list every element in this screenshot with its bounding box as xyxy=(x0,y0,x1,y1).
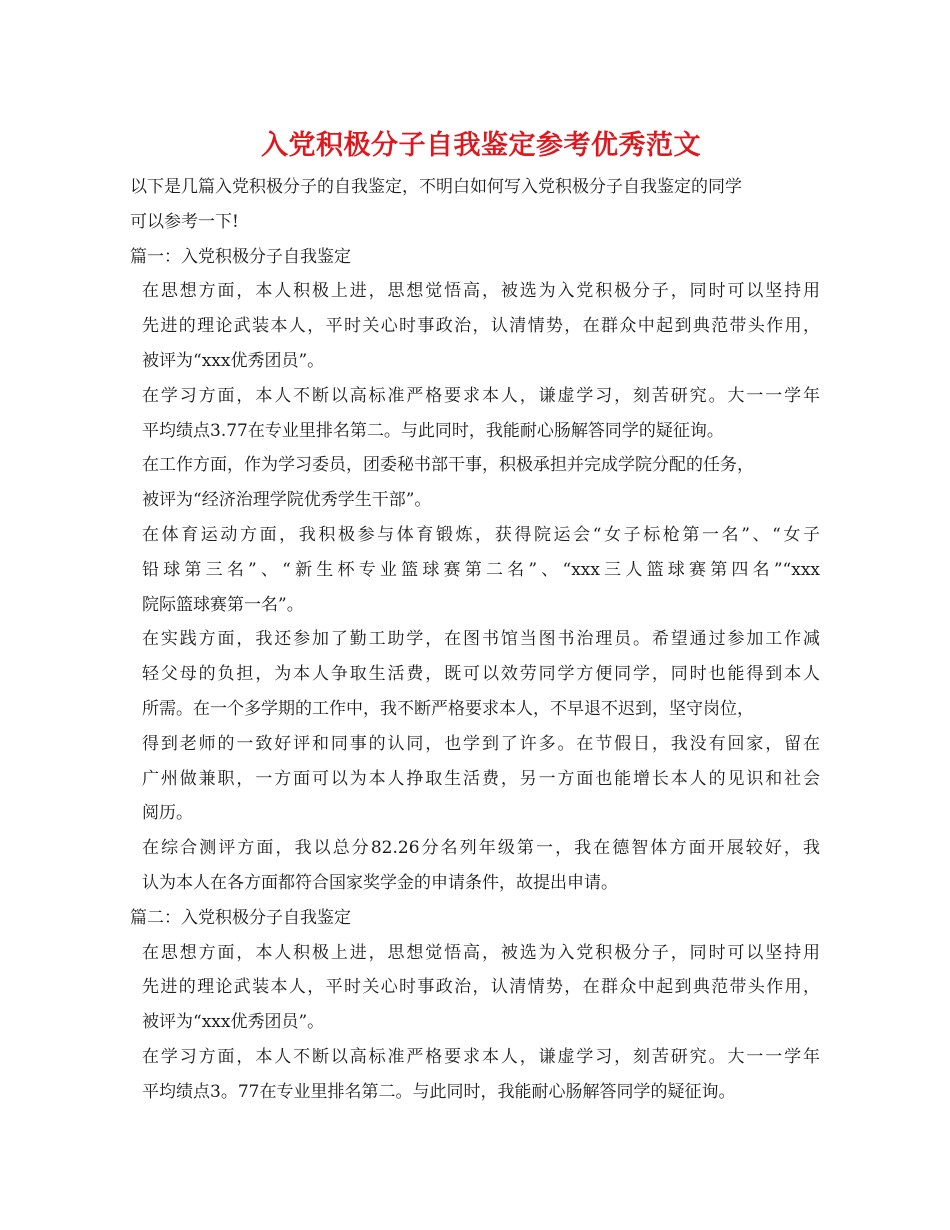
paragraph-line: 平均绩点3。77在专业里排名第二。与此同时，我能耐心肠解答同学的疑征询。 xyxy=(142,1081,736,1102)
paragraph-line: 在体育运动方面，我积极参与体育锻炼，获得院运会“女子标枪第一名”、“女子 xyxy=(142,524,820,545)
paragraph-line: 被评为“xxx优秀团员”。 xyxy=(142,350,325,371)
document-page xyxy=(130,124,820,1110)
paragraph-line: 在实践方面，我还参加了勤工助学，在图书馆当图书治理员。希望通过参加工作减 xyxy=(142,629,820,650)
section-heading: 篇一：入党积极分子自我鉴定 xyxy=(130,246,351,267)
paragraph-line: 得到老师的一致好评和同事的认同，也学到了许多。在节假日，我没有回家，留在 xyxy=(142,733,820,754)
paragraph-line: 认为本人在各方面都符合国家奖学金的申请条件，故提出申请。 xyxy=(142,872,618,893)
intro-line: 可以参考一下! xyxy=(130,211,239,232)
paragraph-line: 被评为“经济治理学院优秀学生干部”。 xyxy=(142,490,432,511)
paragraph-line: 铅球第三名”、“新生杯专业篮球赛第二名”、“xxx三人篮球赛第四名”“xxx xyxy=(142,559,820,580)
section-heading: 篇二：入党积极分子自我鉴定 xyxy=(130,907,351,928)
paragraph-line: 先进的理论武装本人，平时关心时事政治，认清情势，在群众中起到典范带头作用， xyxy=(142,316,820,337)
paragraph-line: 在综合测评方面，我以总分82.26分名列年级第一，我在德智体方面开展较好，我 xyxy=(142,838,820,859)
paragraph-line: 先进的理论武装本人，平时关心时事政治，认清情势，在群众中起到典范带头作用， xyxy=(142,977,820,998)
paragraph-line: 在学习方面，本人不断以高标准严格要求本人，谦虚学习，刻苦研究。大一一学年 xyxy=(142,1046,820,1067)
paragraph-line: 阅历。 xyxy=(142,803,193,824)
intro-line: 以下是几篇入党积极分子的自我鉴定，不明白如何写入党积极分子自我鉴定的同学 xyxy=(130,177,742,197)
paragraph-line: 院际篮球赛第一名”。 xyxy=(142,594,304,615)
paragraph-line: 平均绩点3.77在专业里排名第二。与此同时，我能耐心肠解答同学的疑征询。 xyxy=(142,420,724,441)
paragraph-line: 在工作方面，作为学习委员，团委秘书部干事，积极承担并完成学院分配的任务， xyxy=(142,455,754,476)
paragraph-line: 被评为“xxx优秀团员”。 xyxy=(142,1012,325,1033)
paragraph-line: 在学习方面，本人不断以高标准严格要求本人，谦虚学习，刻苦研究。大一一学年 xyxy=(142,385,820,406)
paragraph-line: 所需。在一个多学期的工作中，我不断严格要求本人，不早退不迟到，坚守岗位， xyxy=(142,698,754,719)
paragraph-line: 在思想方面，本人积极上进，思想觉悟高，被选为入党积极分子，同时可以坚持用 xyxy=(142,942,820,963)
paragraph-line: 在思想方面，本人积极上进，思想觉悟高，被选为入党积极分子，同时可以坚持用 xyxy=(142,281,820,302)
document-title: 入党积极分子自我鉴定参考优秀范文 xyxy=(261,130,701,161)
paragraph-line: 轻父母的负担，为本人争取生活费，既可以效劳同学方便同学，同时也能得到本人 xyxy=(142,664,820,685)
document-body xyxy=(130,170,820,1110)
paragraph-line: 广州做兼职，一方面可以为本人挣取生活费，另一方面也能增长本人的见识和社会 xyxy=(142,768,820,789)
